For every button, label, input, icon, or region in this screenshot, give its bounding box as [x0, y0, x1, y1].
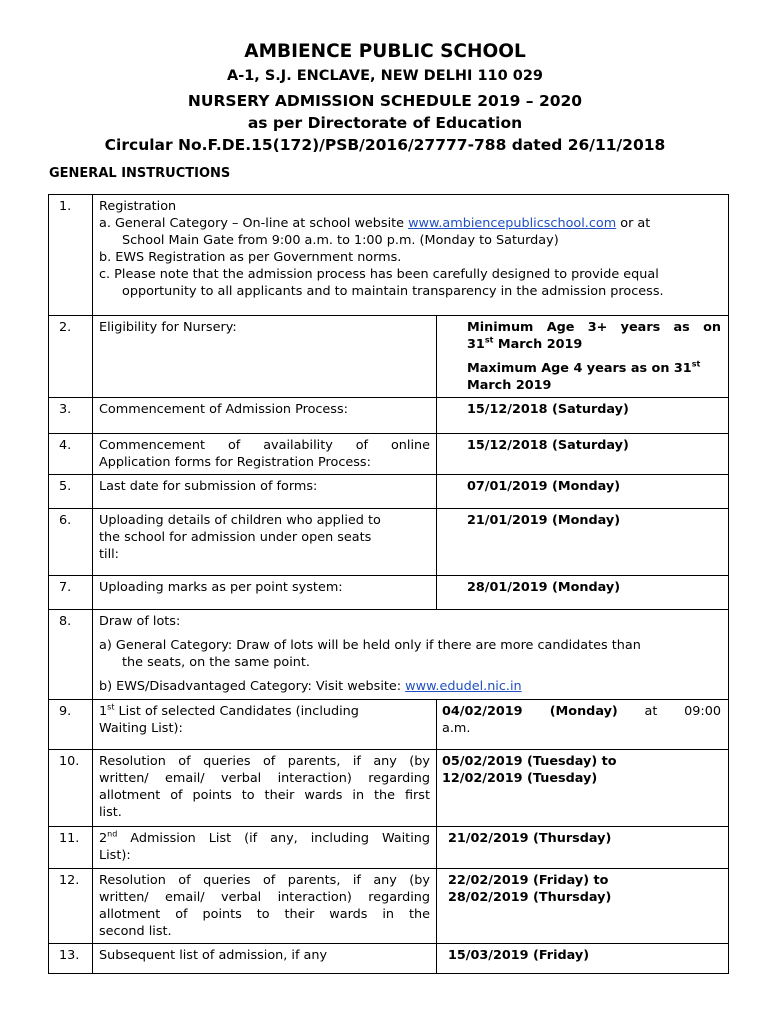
registration-item-c: c. Please note that the admission process has been carefully designed to provide equal [99, 267, 659, 282]
draw-item-a-cont: the seats, on the same point. [122, 655, 310, 670]
schedule-title: NURSERY ADMISSION SCHEDULE 2019 – 2020 [187, 92, 583, 110]
registration-item-a-cont: School Main Gate from 9:00 a.m. to 1:00 p.m. (Monday to Saturday) [122, 233, 559, 248]
row-date: 07/01/2019 (Monday) [436, 474, 729, 508]
row-description: Resolution of queries of parents, if any (by written/ email/ verbal interaction) regarding allotment of points to their wards in the second list. [92, 868, 436, 943]
section-title: GENERAL INSTRUCTIONS [49, 166, 231, 181]
min-age-line: Minimum Age 3+ years as on [467, 320, 721, 335]
row-description: Subsequent list of admission, if any [92, 943, 436, 974]
row-date: 22/02/2019 (Friday) to 28/02/2019 (Thursday) [436, 868, 729, 943]
edudel-website-link[interactable]: www.edudel.nic.in [405, 679, 522, 694]
max-age-line: Maximum Age 4 years as on 31st [467, 359, 701, 376]
max-age-date: March 2019 [467, 378, 552, 393]
registration-title: Registration [99, 199, 177, 214]
row-date: 15/03/2019 (Friday) [436, 943, 729, 974]
row-number: 4. [48, 433, 92, 474]
row-date: 21/02/2019 (Thursday) [436, 826, 729, 868]
circular-line: Circular No.F.DE.15(172)/PSB/2016/27777-788 dated 26/11/2018 [104, 136, 666, 154]
min-age-date: 31st March 2019 [467, 335, 583, 352]
registration-item-a: a. General Category – On-line at school website www.ambiencepublicschool.com or at [99, 216, 651, 231]
row-number: 12. [48, 868, 92, 943]
row-number: 8. [48, 609, 92, 699]
row-number: 13. [48, 943, 92, 974]
registration-item-b: b. EWS Registration as per Government norms. [99, 250, 402, 265]
row-description: 1st List of selected Candidates (including Waiting List): [92, 699, 436, 749]
row-number: 3. [48, 397, 92, 433]
authority-line: as per Directorate of Education [247, 114, 523, 132]
row-number: 9. [48, 699, 92, 749]
row-description: Uploading details of children who applied to the school for admission under open seats till: [92, 508, 436, 575]
school-name: AMBIENCE PUBLIC SCHOOL [244, 41, 526, 62]
draw-of-lots-cell [92, 609, 729, 699]
eligibility-label: Eligibility for Nursery: [92, 315, 436, 397]
row-number: 10. [48, 749, 92, 826]
row-date: 21/01/2019 (Monday) [436, 508, 729, 575]
row-date: 15/12/2018 (Saturday) [436, 397, 729, 433]
row-date: 05/02/2019 (Tuesday) to 12/02/2019 (Tuesday) [436, 749, 729, 826]
row-description: Uploading marks as per point system: [92, 575, 436, 609]
row-number: 2. [48, 315, 92, 397]
row-number: 6. [48, 508, 92, 575]
draw-item-b: b) EWS/Disadvantaged Category: Visit website: www.edudel.nic.in [99, 679, 522, 694]
row-date: 28/01/2019 (Monday) [436, 575, 729, 609]
row-number: 5. [48, 474, 92, 508]
row-date: 04/02/2019 (Monday) at 09:00 a.m. [436, 699, 729, 749]
row-number: 1. [48, 194, 92, 315]
row-date: 15/12/2018 (Saturday) [436, 433, 729, 474]
school-address: A-1, S.J. ENCLAVE, NEW DELHI 110 029 [226, 68, 544, 84]
row-description: Last date for submission of forms: [92, 474, 436, 508]
registration-cell [92, 194, 729, 315]
eligibility-value [436, 315, 729, 397]
draw-of-lots-title: Draw of lots: [99, 614, 181, 629]
row-number: 7. [48, 575, 92, 609]
draw-item-a: a) General Category: Draw of lots will be held only if there are more candidates than [99, 638, 641, 653]
registration-item-c-cont: opportunity to all applicants and to maintain transparency in the admission process. [122, 284, 664, 299]
row-number: 11. [48, 826, 92, 868]
row-description: Commencement of availability of online Application forms for Registration Process: [92, 433, 436, 474]
row-description: Resolution of queries of parents, if any (by written/ email/ verbal interaction) regarding allotment of points to their wards in the first list. [92, 749, 436, 826]
row-description: 2nd Admission List (if any, including Waiting List): [92, 826, 436, 868]
school-website-link[interactable]: www.ambiencepublicschool.com [408, 216, 617, 231]
row-description: Commencement of Admission Process: [92, 397, 436, 433]
